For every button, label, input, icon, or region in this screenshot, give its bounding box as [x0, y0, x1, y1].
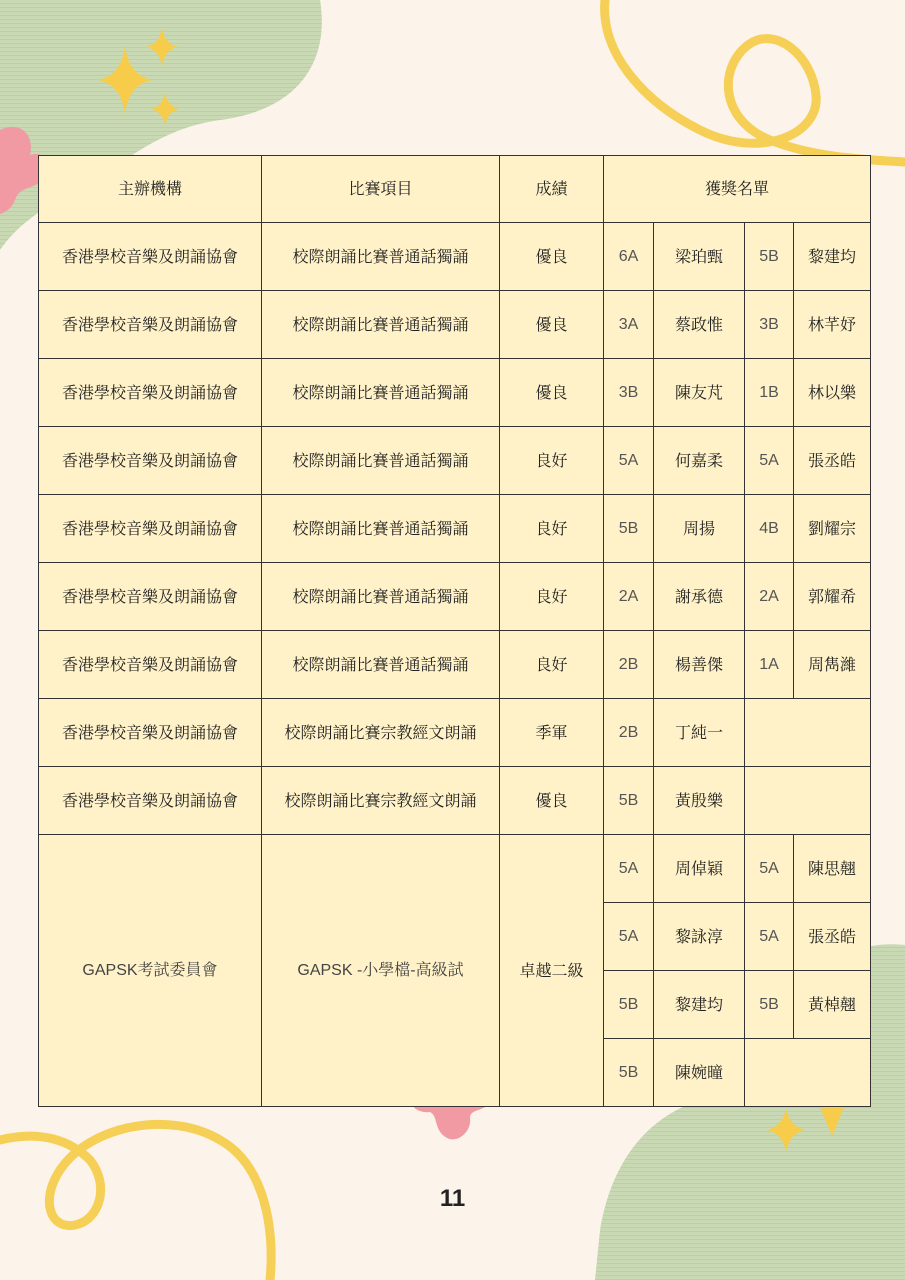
page-number: 11: [439, 1185, 466, 1212]
winner-name-cell: 楊善傑: [654, 631, 745, 699]
result-cell: 季軍: [500, 699, 604, 767]
organizer-cell: GAPSK考試委員會: [39, 835, 262, 1107]
event-cell: GAPSK -小學檔-高級試: [262, 835, 500, 1107]
winner-name-cell: 周倬穎: [654, 835, 745, 903]
table-header-row: [39, 156, 871, 223]
winner-name-cell: 張丞皓: [794, 427, 871, 495]
organizer-cell: 香港學校音樂及朗誦協會: [39, 427, 262, 495]
table-row: [39, 359, 871, 427]
winner-class-cell: 5B: [604, 1039, 654, 1107]
result-cell: 優良: [500, 767, 604, 835]
event-cell: 校際朗誦比賽普通話獨誦: [262, 427, 500, 495]
result-cell: 優良: [500, 291, 604, 359]
event-cell: 校際朗誦比賽宗教經文朗誦: [262, 699, 500, 767]
winner-name-cell: 陳友芃: [654, 359, 745, 427]
winner-name-cell: 何嘉柔: [654, 427, 745, 495]
winner-class-cell: 5B: [604, 495, 654, 563]
winner-name-cell: 陳思翹: [794, 835, 871, 903]
winner-class-cell: 3A: [604, 291, 654, 359]
organizer-cell: 香港學校音樂及朗誦協會: [39, 495, 262, 563]
result-cell: 良好: [500, 563, 604, 631]
event-cell: 校際朗誦比賽宗教經文朗誦: [262, 767, 500, 835]
event-cell: 校際朗誦比賽普通話獨誦: [262, 223, 500, 291]
winner-class-cell: 1B: [745, 359, 794, 427]
winner-class-cell: 5A: [604, 835, 654, 903]
empty-cell: [745, 767, 871, 835]
organizer-cell: 香港學校音樂及朗誦協會: [39, 223, 262, 291]
winner-class-cell: 1A: [745, 631, 794, 699]
table-row: [39, 563, 871, 631]
organizer-cell: 香港學校音樂及朗誦協會: [39, 359, 262, 427]
awards-table: [38, 155, 871, 1107]
organizer-cell: 香港學校音樂及朗誦協會: [39, 767, 262, 835]
header-winners: 獲獎名單: [604, 156, 871, 223]
winner-class-cell: 2B: [604, 699, 654, 767]
winner-name-cell: 郭耀希: [794, 563, 871, 631]
event-cell: 校際朗誦比賽普通話獨誦: [262, 291, 500, 359]
result-cell: 優良: [500, 359, 604, 427]
result-cell: 卓越二級: [500, 835, 604, 1107]
table-row: [39, 835, 871, 903]
header-organizer: 主辦機構: [39, 156, 262, 223]
winner-class-cell: 2B: [604, 631, 654, 699]
winner-name-cell: 謝承德: [654, 563, 745, 631]
winner-name-cell: 劉耀宗: [794, 495, 871, 563]
winner-class-cell: 2A: [745, 563, 794, 631]
table-row: [39, 427, 871, 495]
winner-class-cell: 2A: [604, 563, 654, 631]
table-row: [39, 223, 871, 291]
winner-class-cell: 5A: [745, 903, 794, 971]
result-cell: 良好: [500, 631, 604, 699]
winner-class-cell: 5A: [745, 427, 794, 495]
winner-name-cell: 黎建均: [654, 971, 745, 1039]
organizer-cell: 香港學校音樂及朗誦協會: [39, 631, 262, 699]
empty-cell: [745, 699, 871, 767]
result-cell: 優良: [500, 223, 604, 291]
event-cell: 校際朗誦比賽普通話獨誦: [262, 495, 500, 563]
winner-name-cell: 蔡政惟: [654, 291, 745, 359]
winner-name-cell: 黎建均: [794, 223, 871, 291]
winner-class-cell: 5B: [745, 223, 794, 291]
winner-name-cell: 周雋濰: [794, 631, 871, 699]
event-cell: 校際朗誦比賽普通話獨誦: [262, 631, 500, 699]
table-row: [39, 291, 871, 359]
result-cell: 良好: [500, 427, 604, 495]
winner-name-cell: 林芊妤: [794, 291, 871, 359]
winner-name-cell: 林以樂: [794, 359, 871, 427]
winner-class-cell: 5B: [604, 767, 654, 835]
table-row: [39, 495, 871, 563]
winner-name-cell: 張丞皓: [794, 903, 871, 971]
winner-class-cell: 5B: [745, 971, 794, 1039]
winner-class-cell: 4B: [745, 495, 794, 563]
winner-name-cell: 丁純一: [654, 699, 745, 767]
organizer-cell: 香港學校音樂及朗誦協會: [39, 699, 262, 767]
header-result: 成績: [500, 156, 604, 223]
winner-name-cell: 黎詠淳: [654, 903, 745, 971]
winner-class-cell: 5A: [745, 835, 794, 903]
winner-name-cell: 周揚: [654, 495, 745, 563]
winner-class-cell: 5B: [604, 971, 654, 1039]
winner-class-cell: 5A: [604, 427, 654, 495]
winner-name-cell: 梁珀甄: [654, 223, 745, 291]
yellow-curl-top-right: [605, 0, 905, 162]
table-row: [39, 767, 871, 835]
winner-class-cell: 5A: [604, 903, 654, 971]
winner-class-cell: 3B: [604, 359, 654, 427]
winner-name-cell: 黃棹翹: [794, 971, 871, 1039]
table-row: [39, 631, 871, 699]
event-cell: 校際朗誦比賽普通話獨誦: [262, 563, 500, 631]
organizer-cell: 香港學校音樂及朗誦協會: [39, 563, 262, 631]
result-cell: 良好: [500, 495, 604, 563]
empty-cell: [745, 1039, 871, 1107]
winner-name-cell: 陳婉曈: [654, 1039, 745, 1107]
winner-class-cell: 3B: [745, 291, 794, 359]
winner-class-cell: 6A: [604, 223, 654, 291]
event-cell: 校際朗誦比賽普通話獨誦: [262, 359, 500, 427]
organizer-cell: 香港學校音樂及朗誦協會: [39, 291, 262, 359]
table-row: [39, 699, 871, 767]
header-event: 比賽項目: [262, 156, 500, 223]
winner-name-cell: 黃殷樂: [654, 767, 745, 835]
